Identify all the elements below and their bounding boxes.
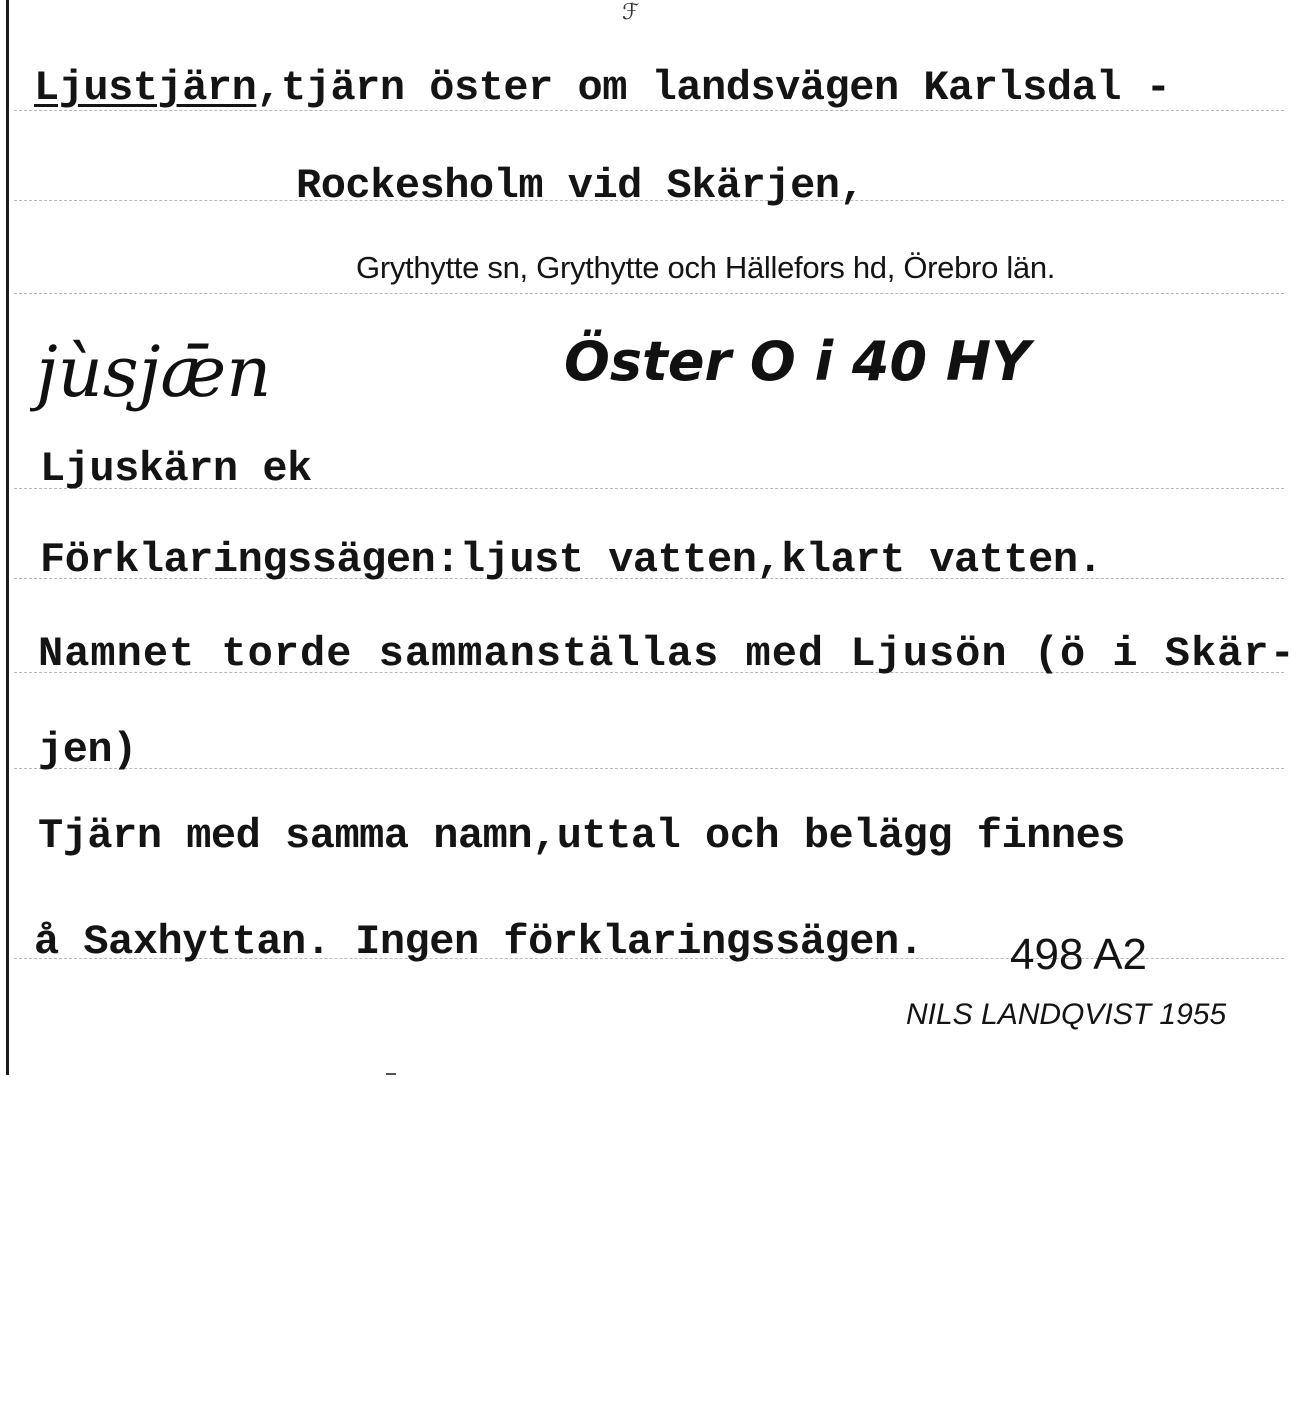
headword-description-continued: Rockesholm vid Skärjen, bbox=[296, 162, 865, 210]
other-tarn-line-1: Tjärn med samma namn,uttal och belägg finnes bbox=[38, 812, 1125, 860]
collector-stamp: NILS LANDQVIST 1955 bbox=[906, 998, 1227, 1031]
other-tarn-line-2: å Saxhyttan. Ingen förklaringssägen. bbox=[34, 918, 924, 966]
handwritten-pronunciation-text: jùsjǣn bbox=[36, 331, 272, 413]
handwritten-location-text: Öster O i 40 HY bbox=[564, 330, 1031, 393]
headword: Ljustjärn bbox=[34, 64, 257, 112]
comparison-line-1: Namnet torde sammanställas med Ljusön (ö i Skär- bbox=[38, 630, 1296, 678]
headword-description: ,tjärn öster om landsvägen Karlsdal - bbox=[256, 64, 1171, 112]
ruled-line bbox=[14, 293, 1284, 294]
headword-line bbox=[34, 64, 1170, 112]
handwritten-location bbox=[560, 300, 1080, 410]
handwritten-pronunciation bbox=[30, 300, 390, 440]
ink-speck: ℱ bbox=[622, 0, 640, 25]
explanation-line: Förklaringssägen:ljust vatten,klart vatten. bbox=[40, 536, 1103, 584]
parish-stamp: Grythytte sn, Grythytte och Hällefors hd, Örebro län. bbox=[356, 250, 1056, 285]
variant-form: Ljuskärn ek bbox=[40, 445, 312, 493]
card-left-edge bbox=[6, 0, 9, 1075]
comparison-line-2: jen) bbox=[38, 726, 137, 774]
ink-mark bbox=[386, 1073, 396, 1075]
ruled-line bbox=[14, 768, 1284, 769]
card-number: 498 A2 bbox=[1010, 930, 1148, 979]
